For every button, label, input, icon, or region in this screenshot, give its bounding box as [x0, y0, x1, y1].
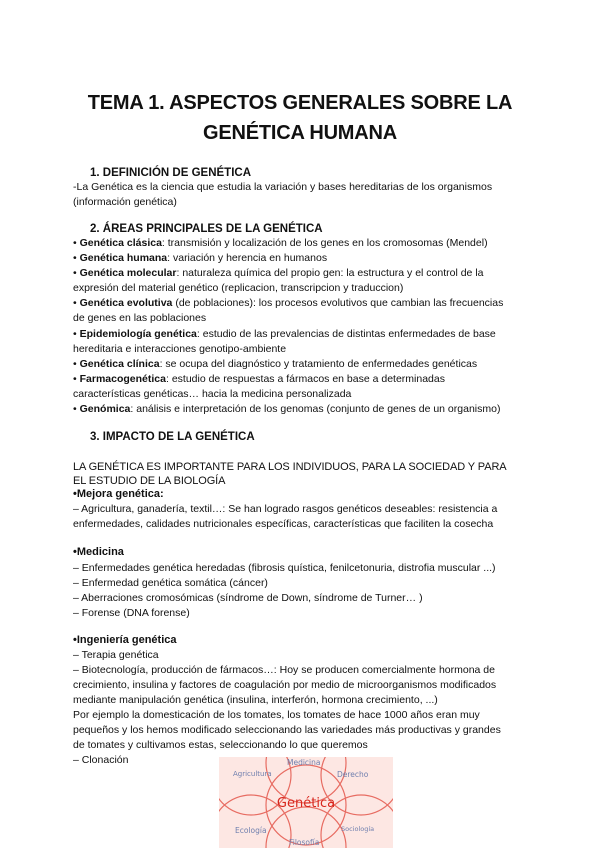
venn-label-ecologia: Ecología — [235, 826, 267, 835]
mejora-heading: •Mejora genética: — [73, 488, 164, 500]
areas-list — [73, 236, 529, 417]
venn-center-label: Genética — [276, 796, 336, 811]
area-term: Farmacogenética — [79, 372, 166, 385]
list-item: – Forense (DNA forense) — [73, 607, 190, 619]
definicion-line: (información genética) — [73, 196, 177, 208]
page-title — [40, 88, 560, 148]
area-term: Genética humana — [79, 252, 168, 265]
list-item-continuation: características genéticas… hacia la medicina personalizada — [73, 387, 352, 400]
list-item: • Genética evolutiva (de poblaciones): los procesos evolutivos que cambian las frecuencias — [73, 297, 504, 310]
area-term: Genética clínica — [79, 357, 160, 370]
mejora-line: – Agricultura, ganadería, textil…: Se han logrado rasgos genéticos deseables: resistencia a — [73, 503, 498, 515]
list-item: • Genética clásica: transmisión y localización de los genes en los cromosomas (Mendel) — [73, 237, 488, 249]
venn-label-sociologia: Sociología — [341, 825, 375, 833]
paragraph-line: Por ejemplo la domesticación de los tomates, los tomates de hace 1000 años eran muy — [73, 709, 480, 721]
ingenieria-paragraph — [73, 648, 529, 768]
paragraph-line: mediante manipulación genética (insulina, interferón, hormona crecimiento, ...) — [73, 694, 438, 706]
mejora-line: enfermedades, calidades nutricionales específicas, características que faciliten la cosecha — [73, 518, 494, 530]
venn-label-derecho: Derecho — [337, 770, 369, 779]
intro-line: EL ESTUDIO DE LA BIOLOGÍA — [73, 475, 226, 487]
list-item: • Genética humana: variación y herencia en humanos — [73, 252, 328, 265]
medicina-heading: •Medicina — [73, 546, 124, 558]
paragraph-line: de tomates y cultivamos estas, seleccionando lo que queremos — [73, 739, 368, 751]
section-heading-impacto: 3. IMPACTO DE LA GENÉTICA — [90, 431, 255, 443]
title-line-2: GENÉTICA HUMANA — [202, 122, 398, 144]
list-item: • Genética clínica: se ocupa del diagnóstico y tratamiento de enfermedades genéticas — [73, 357, 478, 370]
list-item-continuation: expresión del material genético (replicacion, transcripcion y traduccion) — [73, 282, 404, 295]
venn-label-agricultura: Agricultura — [233, 770, 272, 778]
paragraph-line: pequeños y los hemos modificado seleccionando las variedades más productivas y grandes — [73, 724, 501, 736]
list-item-continuation: hereditaria e interacciones genotipo-ambiente — [73, 342, 287, 355]
list-item: – Biotecnología, producción de fármacos…: Hoy se producen comercialmente hormona de — [73, 664, 495, 676]
impacto-intro — [73, 460, 529, 488]
area-term: Genética evolutiva — [79, 297, 173, 310]
medicina-list — [73, 561, 529, 621]
ingenieria-heading: •Ingeniería genética — [73, 634, 177, 646]
area-term: Genética clásica — [79, 237, 162, 249]
area-term: Genética molecular — [79, 267, 177, 280]
area-term: Genómica — [79, 403, 131, 416]
paragraph-line: crecimiento, insulina y factores de coagulación por medio de microorganismos modificados — [73, 679, 497, 691]
list-item: – Enfermedades genética heredadas (fibrosis quística, fenilcetonuria, distrofia muscular ...) — [73, 562, 496, 574]
list-item-continuation: de genes en las poblaciones — [73, 312, 207, 325]
list-item: – Terapia genética — [73, 649, 159, 661]
genetica-venn-diagram — [219, 757, 393, 848]
list-item: • Genética molecular: naturaleza química del propio gen: la estructura y el control de la — [73, 267, 484, 280]
mejora-paragraph — [73, 502, 529, 532]
list-item: – Enfermedad genética somática (cáncer) — [73, 577, 268, 589]
section-heading-definicion: 1. DEFINICIÓN DE GENÉTICA — [90, 167, 252, 179]
list-item: • Genómica: análisis e interpretación de los genomas (conjunto de genes de un organismo) — [73, 403, 501, 416]
title-line-1: TEMA 1. ASPECTOS GENERALES SOBRE LA — [87, 92, 513, 114]
venn-label-medicina: Medicina — [287, 758, 321, 767]
list-item: – Clonación — [73, 754, 129, 766]
area-term: Epidemiología genética — [79, 327, 197, 340]
definicion-paragraph — [73, 180, 529, 210]
section-heading-areas: 2. ÁREAS PRINCIPALES DE LA GENÉTICA — [90, 223, 323, 235]
venn-svg — [219, 757, 393, 848]
list-item: – Aberraciones cromosómicas (síndrome de Down, síndrome de Turner… ) — [73, 592, 423, 604]
list-item: • Epidemiología genética: estudio de las prevalencias de distintas enfermedades de base — [73, 327, 496, 340]
definicion-line: -La Genética es la ciencia que estudia la variación y bases hereditarias de los organismos — [73, 181, 493, 193]
venn-label-filosofia: Filosofía — [289, 838, 320, 847]
list-item: • Farmacogenética: estudio de respuestas a fármacos en base a determinadas — [73, 372, 445, 385]
intro-line: LA GENÉTICA ES IMPORTANTE PARA LOS INDIVIDUOS, PARA LA SOCIEDAD Y PARA — [73, 461, 507, 473]
